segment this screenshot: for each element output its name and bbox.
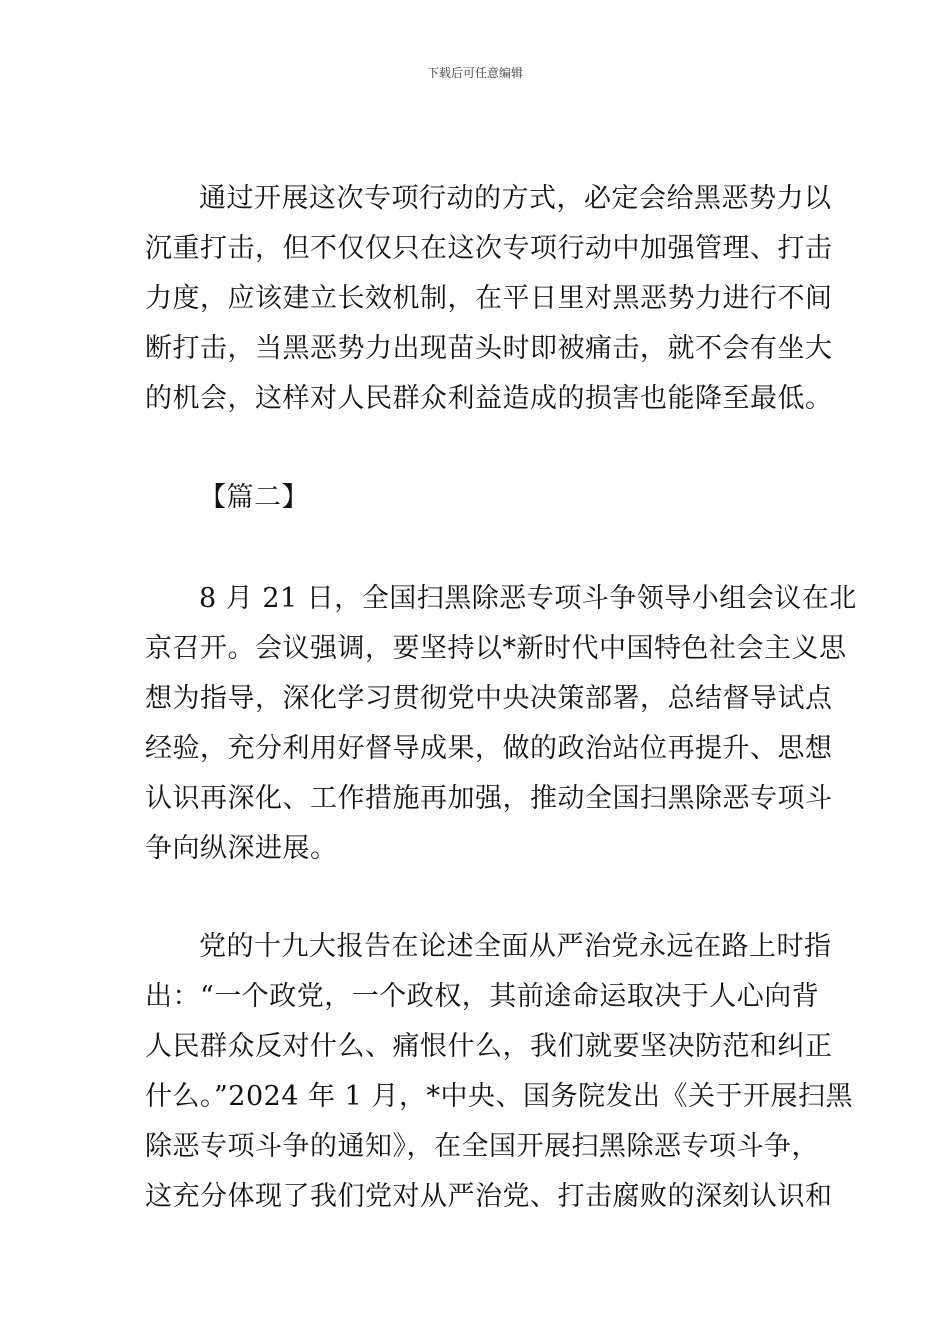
paragraph-1-line-5: 的机会，这样对人民群众利益造成的损害也能降至最低。: [145, 383, 833, 414]
section-heading: 【篇二】: [199, 482, 309, 513]
paragraph-2-line-5: 认识再深化、工作措施再加强，推动全国扫黑除恶专项斗: [145, 783, 833, 814]
paragraph-3-line-5: 除恶专项斗争的通知》，在全国开展扫黑除恶专项斗争，: [145, 1131, 819, 1162]
paragraph-2-line-2: 京召开。会议强调，要坚持以*新时代中国特色社会主义思: [145, 633, 847, 664]
paragraph-1-line-3: 力度，应该建立长效机制，在平日里对黑恶势力进行不间: [145, 283, 833, 314]
paragraph-2-line-1: 8 月 21 日，全国扫黑除恶专项斗争领导小组会议在北: [199, 583, 857, 614]
paragraph-3-line-6: 这充分体现了我们党对从严治党、打击腐败的深刻认识和: [145, 1181, 833, 1212]
paragraph-2-line-6: 争向纵深进展。: [145, 833, 338, 864]
paragraph-3-line-1: 党的十九大报告在论述全面从严治党永远在路上时指: [199, 931, 832, 962]
paragraph-1-line-1: 通过开展这次专项行动的方式，必定会给黑恶势力以: [199, 183, 832, 214]
paragraph-2-line-4: 经验，充分利用好督导成果，做的政治站位再提升、思想: [145, 733, 833, 764]
paragraph-2-line-3: 想为指导，深化学习贯彻党中央决策部署，总结督导试点: [145, 683, 833, 714]
paragraph-1-line-4: 断打击，当黑恶势力出现苗头时即被痛击，就不会有坐大: [145, 333, 833, 364]
paragraph-3-line-2: 出：“一个政党，一个政权，其前途命运取决于人心向背: [145, 981, 820, 1012]
paragraph-3-line-3: 人民群众反对什么、痛恨什么，我们就要坚决防范和纠正: [145, 1031, 833, 1062]
paragraph-3-line-4: 什么。”2024 年 1 月，*中央、国务院发出《关于开展扫黑: [145, 1081, 853, 1112]
paragraph-1-line-2: 沉重打击，但不仅仅只在这次专项行动中加强管理、打击: [145, 233, 833, 264]
page-header-watermark: 下载后可任意编辑: [426, 66, 523, 80]
